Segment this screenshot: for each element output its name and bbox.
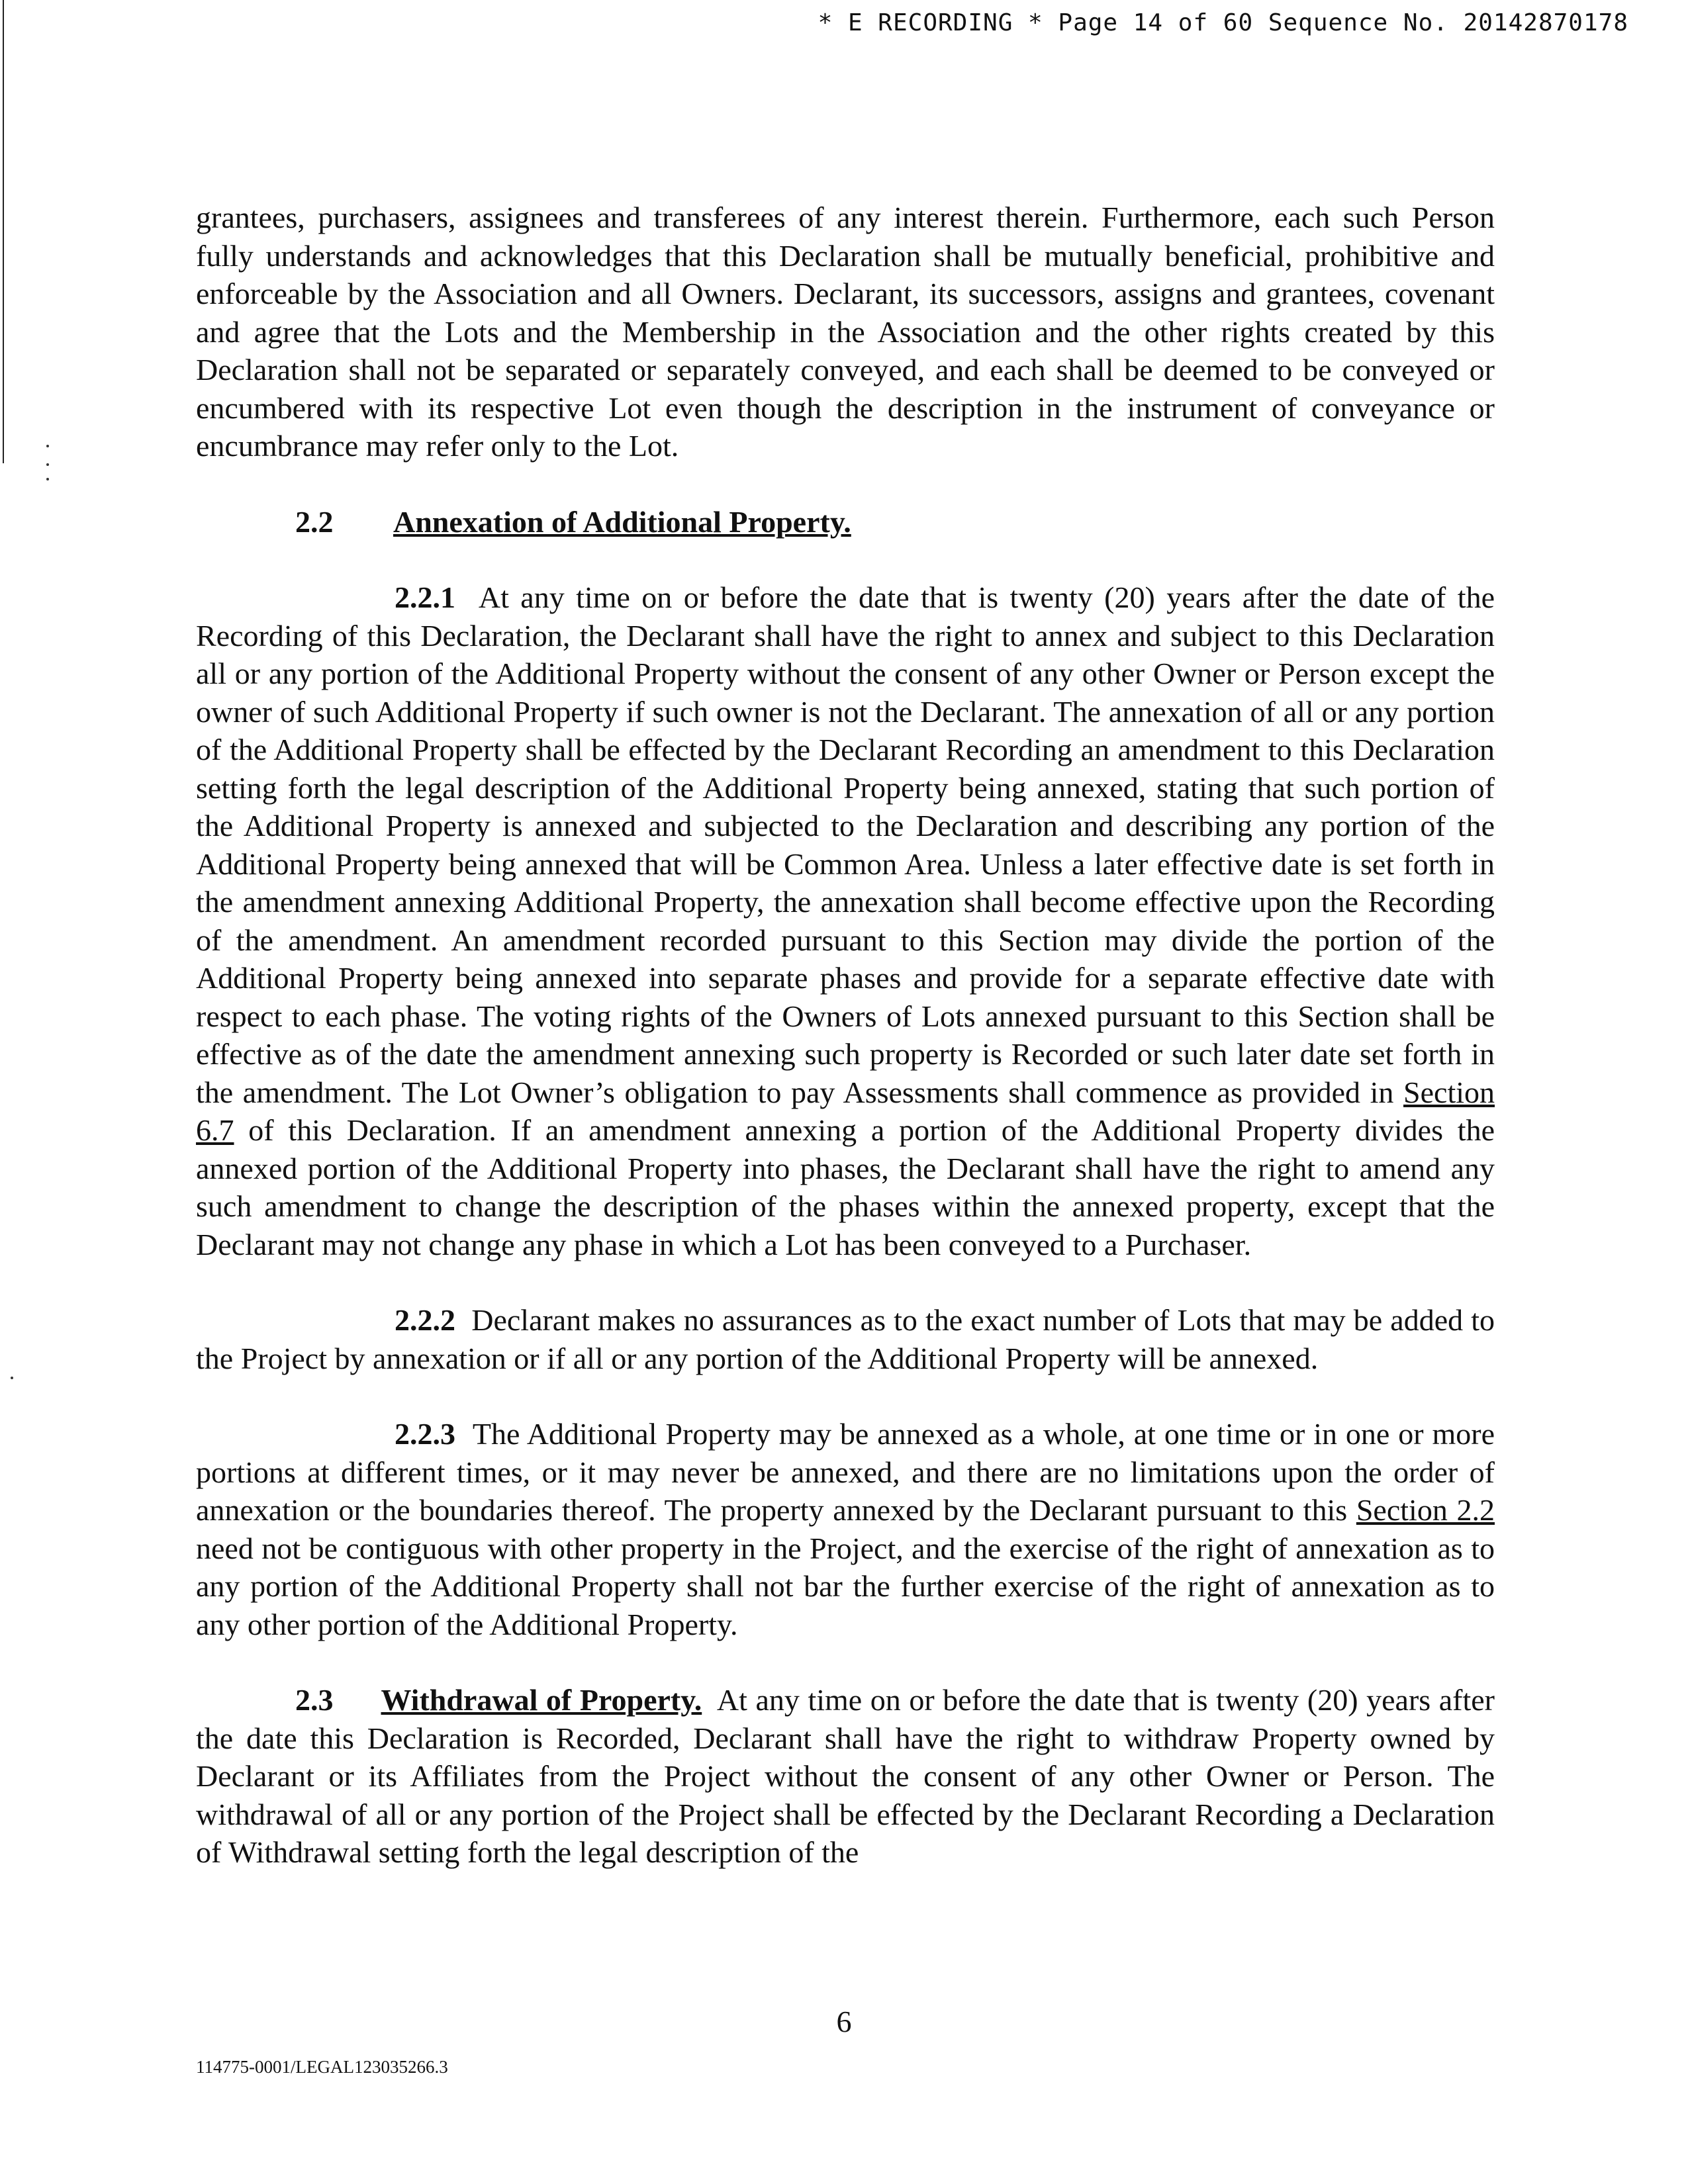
- page-number: 6: [836, 2005, 852, 2038]
- scan-mark: [11, 1377, 13, 1379]
- paragraph-continuation: grantees, purchasers, assignees and transferees of any interest therein. Furthermore, each such Person fully understands and acknowledges that this Declaration shall be mutually beneficial, prohibitive and enforceable by the Association and all Owners. Declarant, its successors, assigns and grantees, covenant and agree that the Lots and the Membership in the Association and the other rights created by this Declaration shall not be separated or separately conveyed, and each shall be deemed to be conveyed or encumbered with its respective Lot even though the description in the instrument of conveyance or encumbrance may refer only to the Lot.: [196, 201, 1495, 463]
- document-id: 114775-0001/LEGAL123035266.3: [196, 2057, 448, 2077]
- subsection-text: Declarant makes no assurances as to the exact number of Lots that may be added to the Project by annexation or if all or any portion of the Additional Property will be annexed.: [196, 1303, 1495, 1375]
- section-text: At any time on or before the date that is twenty (20) years after the date this Declaration is Recorded, Declarant shall have the right to withdraw Property owned by Declarant or its Affiliates from the Project without the consent of any other Owner or Person. The withdrawal of all or any portion of the Project shall be effected by the Declarant Recording a Declaration of Withdrawal setting forth the legal description of the: [196, 1683, 1495, 1869]
- recording-header: * E RECORDING * Page 14 of 60 Sequence No. 20142870178: [818, 9, 1628, 36]
- scan-mark: [46, 463, 49, 466]
- section-reference-link[interactable]: Section 6.7: [196, 1075, 1495, 1147]
- subsection-number: 2.2.1: [395, 580, 455, 614]
- section-2-3: [196, 1681, 1495, 1872]
- subsection-number: 2.2.2: [395, 1303, 455, 1337]
- section-reference-link[interactable]: Section 2.2: [1356, 1493, 1495, 1527]
- scan-mark: [46, 478, 49, 480]
- document-body: [196, 199, 1495, 1872]
- section-2-2-3: [196, 1415, 1495, 1643]
- subsection-number: 2.2.3: [395, 1417, 455, 1451]
- subsection-text: of this Declaration. If an amendment annexing a portion of the Additional Property divides the annexed portion of the Additional Property into phases, the Declarant shall have the right to amend any such amendment to change the description of the phases within the annexed property, except that the Declarant may not change any phase in which a Lot has been conveyed to a Purchaser.: [196, 1113, 1495, 1261]
- scan-mark: [46, 445, 49, 447]
- scan-edge-line: [3, 0, 4, 463]
- subsection-text: need not be contiguous with other property in the Project, and the exercise of the right of annexation as to any portion of the Additional Property shall not bar the further exercise of the right of annexation as to any other portion of the Additional Property.: [196, 1531, 1495, 1641]
- section-2-2-2: [196, 1301, 1495, 1377]
- section-number: 2.2: [295, 504, 334, 539]
- section-2-2-heading: [196, 503, 1495, 541]
- subsection-text: At any time on or before the date that is twenty (20) years after the date of the Recording of this Declaration, the Declarant shall have the right to annex and subject to this Declaration all or any portion of the Additional Property without the consent of any other Owner or Person except the owner of such Additional Property if such owner is not the Declarant. The annexation of all or any portion of the Additional Property shall be effected by the Declarant Recording an amendment to this Declaration setting forth the legal description of the Additional Property being annexed, stating that such portion of the Additional Property is annexed and subjected to the Declaration and describing any portion of the Additional Property being annexed that will be Common Area. Unless a later effective date is set forth in the amendment annexing Additional Property, the annexation shall become effective upon the Recording of the amendment. An amendment recorded pursuant to this Section may divide the portion of the Additional Property being annexed into separate phases and provide for a separate effective date with respect to each phase. The voting rights of the Owners of Lots annexed pursuant to this Section shall be effective as of the date the amendment annexing such property is Recorded or such later date set forth in the amendment. The Lot Owner’s obligation to pay Assessments shall commence as provided in: [196, 580, 1495, 1109]
- section-title: Annexation of Additional Property.: [393, 504, 851, 539]
- section-2-2-1: [196, 578, 1495, 1263]
- section-title: Withdrawal of Property.: [381, 1683, 702, 1717]
- subsection-text: The Additional Property may be annexed as a whole, at one time or in one or more portions at different times, or it may never be annexed, and there are no limitations upon the order of annexation or the boundaries thereof. The property annexed by the Declarant pursuant to this: [196, 1417, 1495, 1527]
- section-number: 2.3: [295, 1683, 334, 1717]
